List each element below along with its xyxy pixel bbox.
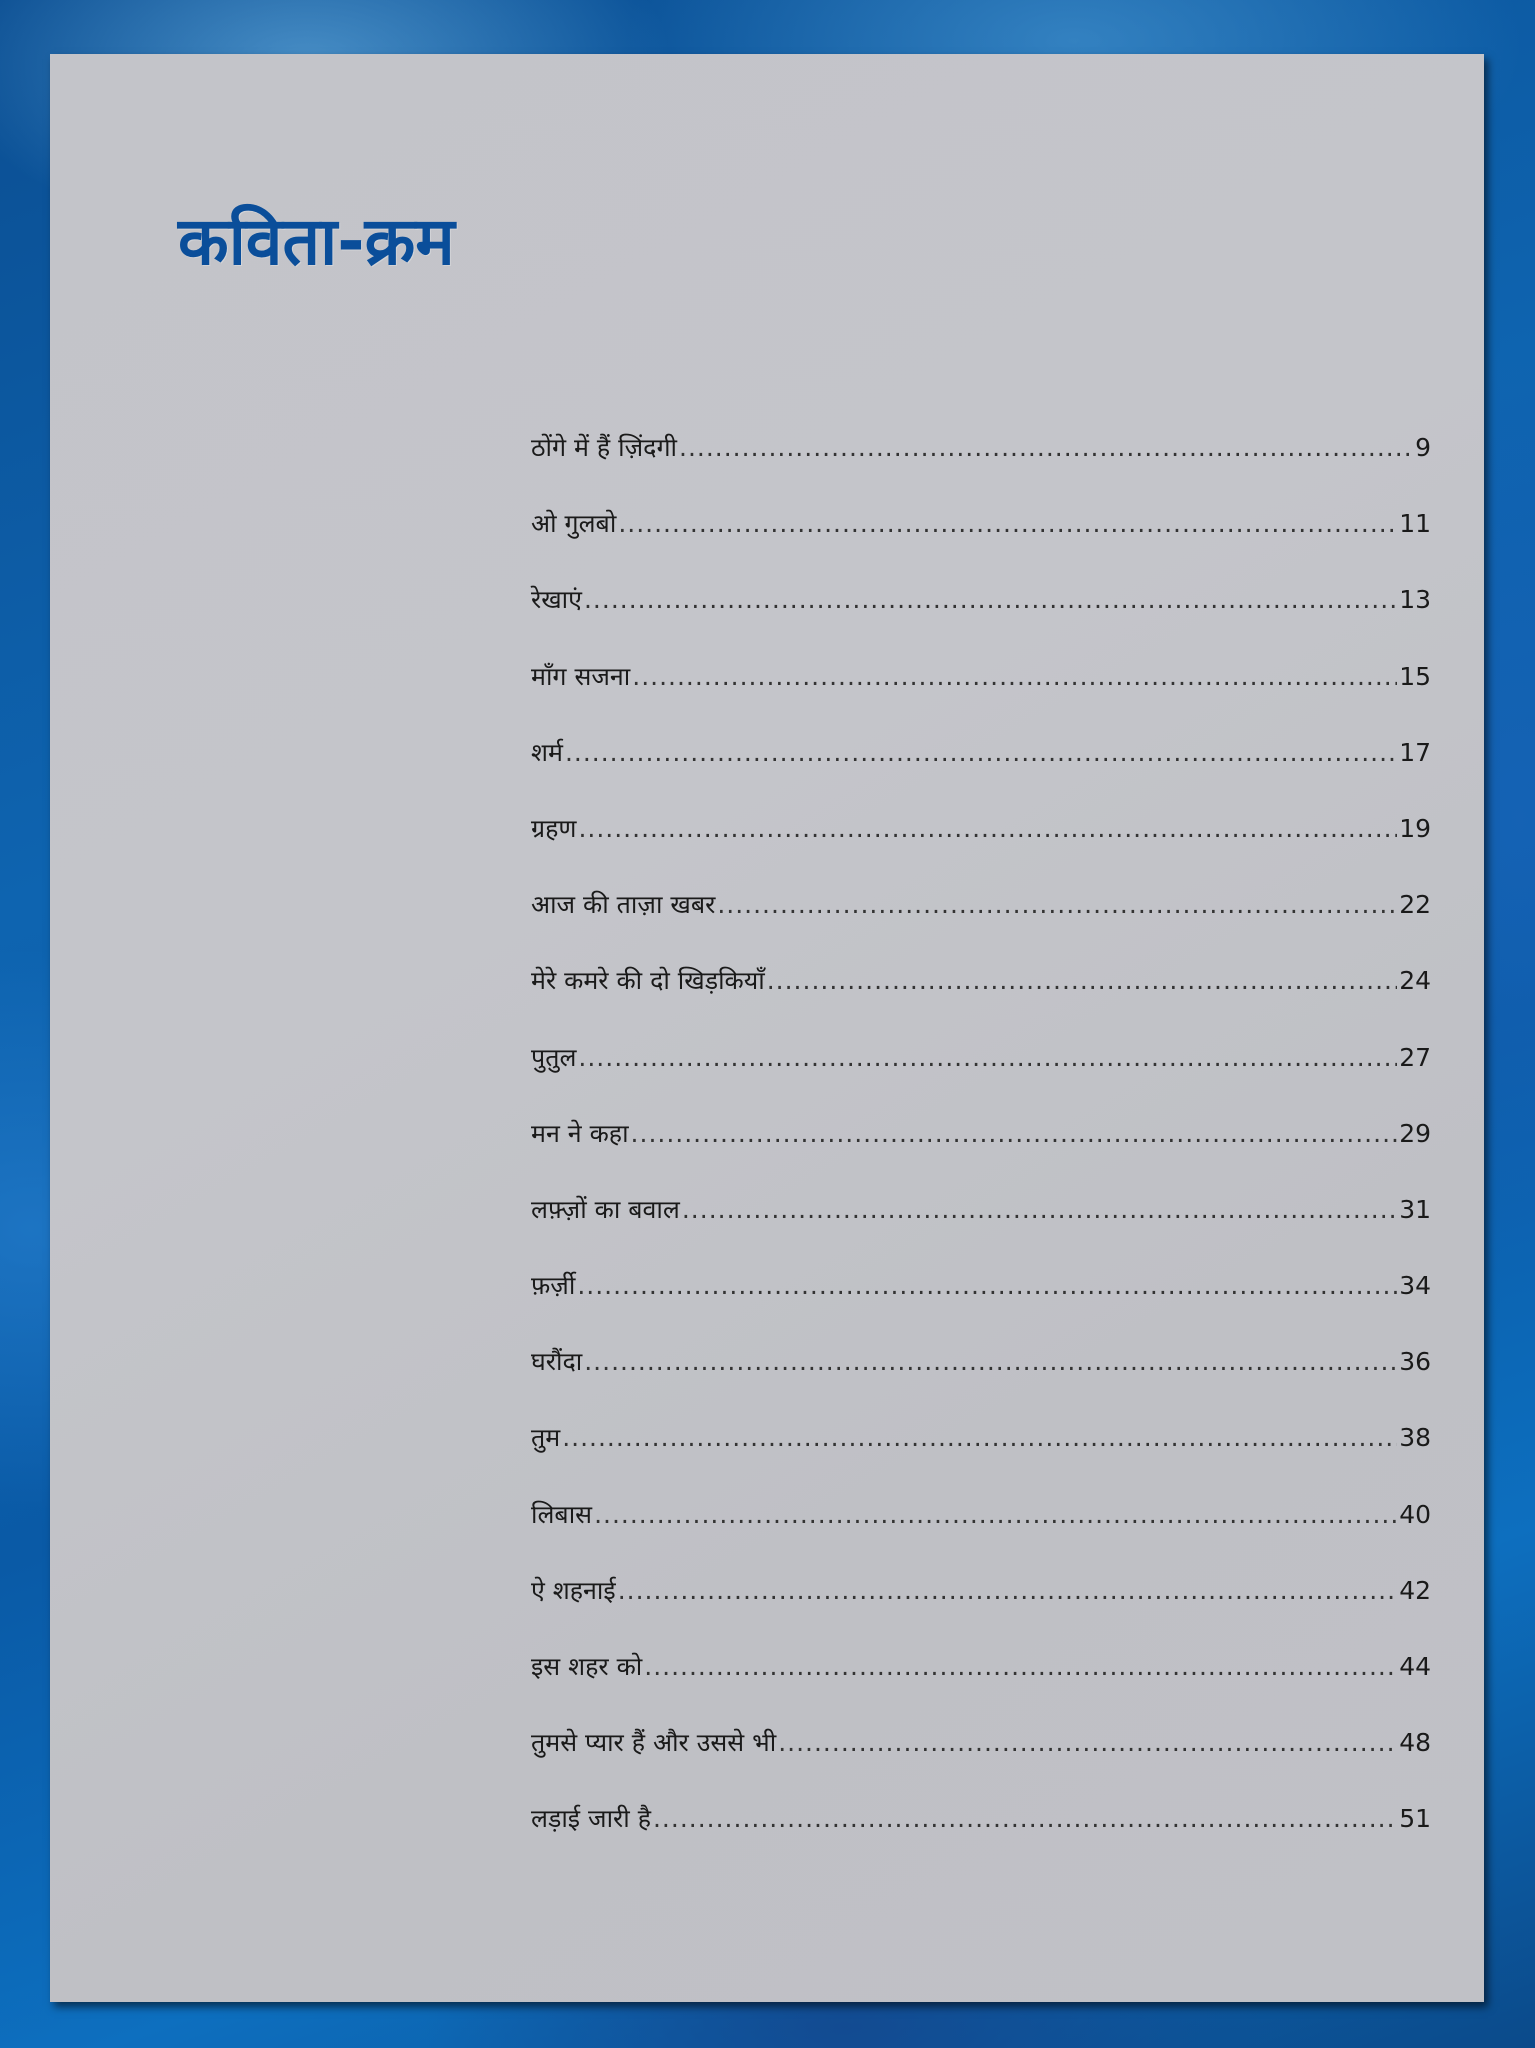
toc-entry-title: ऐ शहनाई [531,1575,616,1605]
dot-leader [631,1119,1398,1148]
toc-entry-title: इस शहर को [531,1652,643,1681]
page-title: कविता-क्रम [178,203,455,280]
toc-entry [531,1344,1431,1420]
toc-entry-title: पुतुल [531,1042,577,1072]
toc-entry-title: ठोंगे में हैं ज़िंदगी [531,433,677,462]
toc-entry-title: आज की ताज़ा खबर [531,890,716,920]
toc-entry-page: 17 [1399,737,1431,767]
toc-entry [531,1420,1431,1496]
toc-entry-title: लड़ाई जारी है [531,1804,651,1834]
toc-entry-page: 40 [1399,1499,1431,1529]
dot-leader [618,1576,1398,1605]
toc-entry-page: 34 [1399,1271,1431,1301]
toc-entry [531,1801,1431,1877]
toc-entry-title: घरौंदा [531,1347,583,1377]
dot-leader [578,1043,1397,1072]
toc-entry-title: मेरे कमरे की दो खिड़कियाँ [531,966,765,996]
toc-entry-page: 29 [1399,1118,1431,1148]
toc-entry-page: 31 [1399,1194,1431,1224]
dot-leader [653,1804,1397,1833]
toc-entry-title: रेखाएं [531,585,582,615]
toc-entry-page: 13 [1399,585,1431,615]
toc-entry [531,430,1431,506]
dot-leader [565,738,1397,767]
book-page [50,54,1484,2002]
toc-entry [531,506,1431,582]
toc-entry [531,1573,1431,1649]
toc-entry [531,1116,1431,1192]
toc-entry-page: 51 [1399,1804,1431,1834]
table-of-contents [531,430,1431,1878]
toc-entry-title: मन ने कहा [531,1118,629,1148]
toc-entry [531,1725,1431,1801]
toc-entry-title: तुम [531,1423,561,1453]
toc-entry [531,1497,1431,1573]
toc-entry [531,1649,1431,1725]
toc-entry [531,963,1431,1039]
dot-leader [618,509,1397,538]
toc-entry-page: 42 [1399,1575,1431,1605]
toc-entry-page: 22 [1399,890,1431,920]
toc-entry-title: शर्म [531,737,563,767]
dot-leader [584,585,1397,614]
dot-leader [682,1195,1397,1224]
toc-entry [531,582,1431,658]
dot-leader [594,1500,1397,1529]
dot-leader [679,433,1413,462]
dot-leader [562,1423,1397,1452]
toc-entry [531,811,1431,887]
toc-entry [531,1192,1431,1268]
toc-entry-title: माँग सजना [531,661,631,691]
toc-entry-page: 19 [1399,813,1431,843]
toc-entry [531,735,1431,811]
dot-leader [632,662,1397,691]
toc-entry-page: 24 [1399,966,1431,996]
toc-entry-page: 15 [1399,661,1431,691]
toc-entry-title: ओ गुलबो [531,509,617,539]
toc-entry-page: 11 [1399,509,1431,539]
toc-entry-page: 38 [1399,1423,1431,1453]
toc-entry [531,1040,1431,1116]
toc-entry-title: तुमसे प्यार हैं और उससे भी [531,1728,777,1758]
dot-leader [778,1728,1397,1757]
dot-leader [578,814,1397,843]
toc-entry-page: 27 [1399,1042,1431,1072]
toc-entry-page: 48 [1399,1728,1431,1758]
dot-leader [644,1652,1397,1681]
dot-leader [767,966,1397,995]
toc-entry [531,887,1431,963]
dot-leader [584,1347,1397,1376]
toc-entry [531,1268,1431,1344]
dot-leader [717,890,1397,919]
dot-leader [577,1271,1397,1300]
toc-entry-page: 44 [1399,1652,1431,1681]
toc-entry-page: 9 [1415,433,1431,462]
toc-entry [531,659,1431,735]
toc-entry-title: लिबास [531,1499,593,1529]
toc-entry-title: फ़र्ज़ी [531,1271,576,1301]
toc-entry-title: ग्रहण [531,813,577,843]
toc-entry-title: लफ़्ज़ों का बवाल [531,1194,680,1224]
toc-entry-page: 36 [1399,1347,1431,1377]
